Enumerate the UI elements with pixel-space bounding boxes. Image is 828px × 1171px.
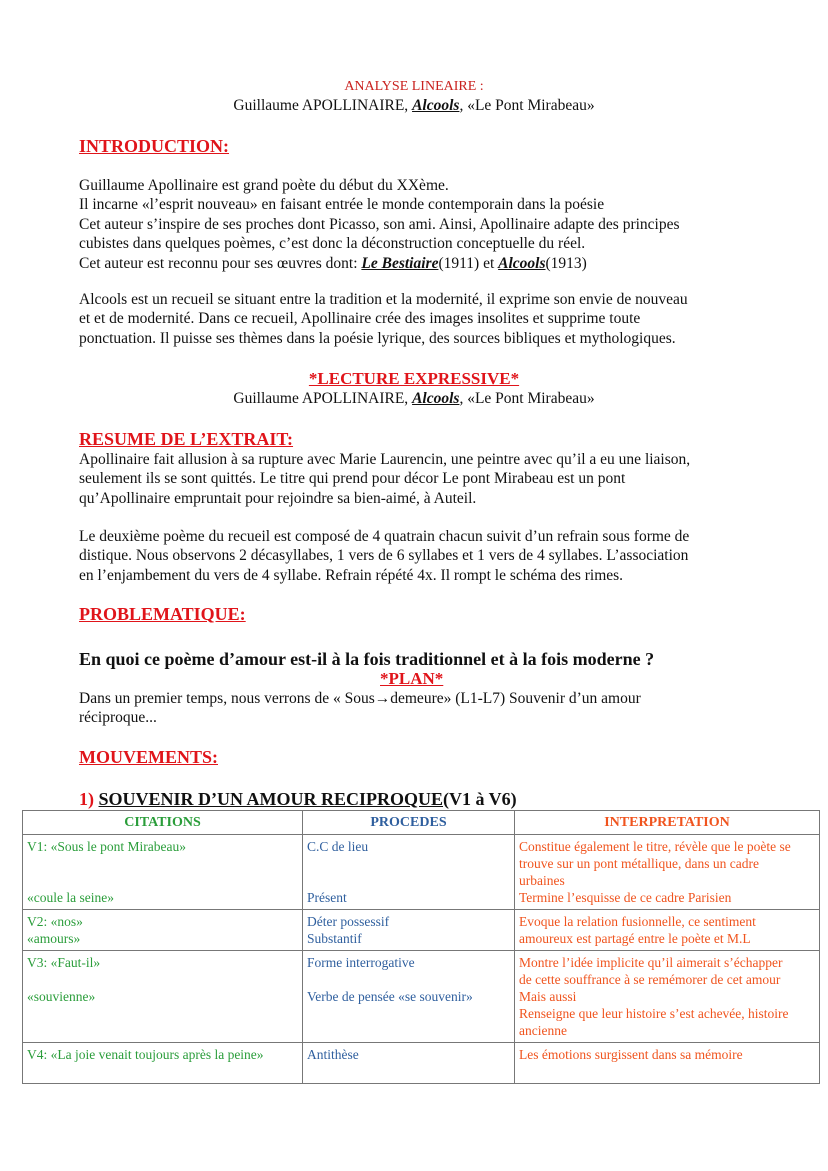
text-line: Il incarne «l’esprit nouveau» en faisant entrée le monde contemporain dans la poésie — [79, 196, 605, 214]
cell-line — [307, 872, 510, 889]
resume-paragraph-2 — [79, 527, 779, 585]
text-line: en l’enjambement du vers de 4 syllabe. Refrain répété 4x. Il rompt le schéma des rimes. — [79, 566, 624, 584]
author: Guillaume APOLLINAIRE, — [233, 97, 413, 114]
cell-line: Constitue également le titre, révèle que le poète se — [519, 839, 791, 854]
table-row — [23, 910, 820, 951]
cell-line — [27, 971, 298, 988]
interpretation-cell — [515, 1043, 820, 1084]
cell-line: V3: «Faut-il» — [27, 955, 101, 970]
text: (1911) et — [438, 254, 499, 272]
work-title: Alcools — [412, 390, 460, 407]
cell-line — [307, 971, 510, 988]
poem-title: , «Le Pont Mirabeau» — [459, 390, 595, 407]
text-line: réciproque... — [79, 709, 157, 727]
text-line: cubistes dans quelques poèmes, c’est donc la déconstruction conceptuelle du réel. — [79, 235, 586, 253]
lecture-subtitle — [0, 390, 828, 408]
cell-line: Verbe de pensée «se souvenir» — [307, 989, 473, 1004]
citation-cell — [23, 835, 303, 910]
analysis-table — [22, 810, 820, 1084]
text-line — [79, 254, 779, 273]
procede-cell — [303, 910, 515, 951]
procede-cell — [303, 951, 515, 1043]
header-interpretation: INTERPRETATION — [515, 811, 820, 835]
cell-line: «coule la seine» — [27, 890, 114, 905]
cell-line: Présent — [307, 890, 347, 905]
cell-line: Evoque la relation fusionnelle, ce sentiment — [519, 914, 756, 929]
text-line: Le deuxième poème du recueil est composé de 4 quatrain chacun suivit d’un refrain sous forme de — [79, 528, 690, 545]
cell-line: amoureux est partagé entre le poète et M.L — [519, 931, 751, 946]
text-line: ponctuation. Il puisse ses thèmes dans la poésie lyrique, des sources bibliques et mythologiques. — [79, 329, 676, 347]
procede-cell — [303, 835, 515, 910]
cell-line: trouve sur un pont métallique, dans un cadre — [519, 856, 759, 871]
resume-paragraph-1 — [79, 450, 779, 508]
header-citations: CITATIONS — [23, 811, 303, 835]
citation-cell — [23, 910, 303, 951]
author: Guillaume APOLLINAIRE, — [233, 390, 413, 407]
cell-line: Forme interrogative — [307, 955, 415, 970]
text-line: Alcools est un recueil se situant entre la tradition et la modernité, il exprime son envie de nouveau — [79, 291, 688, 308]
text-line: Cet auteur s’inspire de ses proches dont Picasso, son ami. Ainsi, Apollinaire adapte des principes — [79, 215, 680, 233]
table-row — [23, 951, 820, 1043]
cell-line: Termine l’esquisse de ce cadre Parisien — [519, 890, 732, 905]
table-row — [23, 835, 820, 910]
part-number: 1) — [79, 789, 99, 809]
interpretation-cell — [515, 951, 820, 1043]
text-line: Dans un premier temps, nous verrons de « Sous→demeure» (L1-L7) Souvenir d’un amour — [79, 690, 641, 707]
citation-cell — [23, 951, 303, 1043]
cell-line: urbaines — [519, 873, 565, 888]
cell-line: ancienne — [519, 1023, 567, 1038]
work-title: Alcools — [498, 254, 546, 272]
cell-line — [27, 872, 298, 889]
work-title: Le Bestiaire — [361, 254, 439, 272]
cell-line: Mais aussi — [519, 989, 577, 1004]
cell-line: Antithèse — [307, 1047, 359, 1062]
citation-cell — [23, 1043, 303, 1084]
text-line: qu’Apollinaire empruntait pour rejoindre sa bien-aimé, à Auteil. — [79, 489, 477, 507]
cell-line — [519, 1063, 815, 1080]
header-procedes: PROCEDES — [303, 811, 515, 835]
introduction-paragraph-1 — [79, 176, 779, 273]
cell-line: Montre l’idée implicite qu’il aimerait s’échapper — [519, 955, 783, 970]
cell-line: V1: «Sous le pont Mirabeau» — [27, 839, 186, 854]
problematique-question: En quoi ce poème d’amour est-il à la fois traditionnel et à la fois moderne ? — [79, 649, 655, 669]
procede-cell — [303, 1043, 515, 1084]
part-range: (V1 à V6) — [443, 789, 517, 809]
poem-title: , «Le Pont Mirabeau» — [459, 97, 595, 114]
resume-heading: RESUME DE L’EXTRAIT: — [79, 429, 294, 449]
interpretation-cell — [515, 910, 820, 951]
cell-line: C.C de lieu — [307, 839, 369, 854]
cell-line — [27, 855, 298, 872]
text-line: seulement ils se sont quittés. Le titre qui prend pour décor Le pont Mirabeau est un pont — [79, 470, 626, 488]
cell-line: V2: «nos» — [27, 914, 83, 929]
doc-subtitle — [0, 97, 828, 115]
plan-heading: *PLAN* — [380, 669, 444, 688]
table-row — [23, 1043, 820, 1084]
cell-line: Renseigne que leur histoire s’est achevée, histoire — [519, 1006, 789, 1021]
introduction-paragraph-2 — [79, 290, 779, 348]
work-title: Alcools — [412, 97, 460, 114]
text-line: distique. Nous observons 2 décasyllabes, 1 vers de 6 syllabes et 1 vers de 4 syllabes. L’association — [79, 547, 689, 565]
cell-line: Déter possessif — [307, 914, 390, 929]
cell-line: V4: «La joie venait toujours après la peine» — [27, 1047, 264, 1062]
text-line: Guillaume Apollinaire est grand poète du début du XXème. — [79, 177, 449, 194]
table-header-row — [23, 811, 820, 835]
text: Cet auteur est reconnu pour ses œuvres dont: — [79, 254, 362, 272]
text-line: Apollinaire fait allusion à sa rupture avec Marie Laurencin, une peintre avec qu’il a eu une liaison, — [79, 451, 691, 468]
part-heading — [79, 789, 517, 810]
cell-line: Substantif — [307, 931, 362, 946]
text: (1913) — [545, 254, 587, 272]
text-line: et et de modernité. Dans ce recueil, Apollinaire crée des images insolites et supprime toute — [79, 310, 641, 328]
cell-line: «souvienne» — [27, 989, 96, 1004]
lecture-heading: *LECTURE EXPRESSIVE* — [308, 369, 520, 388]
cell-line: Les émotions surgissent dans sa mémoire — [519, 1047, 743, 1062]
doc-title: ANALYSE LINEAIRE : — [344, 79, 484, 94]
cell-line: de cette souffrance à se remémorer de cet amour — [519, 972, 781, 987]
problematique-heading: PROBLEMATIQUE: — [79, 604, 246, 624]
cell-line: «amours» — [27, 931, 81, 946]
plan-text — [79, 689, 779, 728]
cell-line — [307, 855, 510, 872]
interpretation-cell — [515, 835, 820, 910]
introduction-heading: INTRODUCTION: — [79, 136, 230, 156]
mouvements-heading: MOUVEMENTS: — [79, 747, 218, 767]
part-title: SOUVENIR D’UN AMOUR RECIPROQUE — [98, 789, 444, 809]
